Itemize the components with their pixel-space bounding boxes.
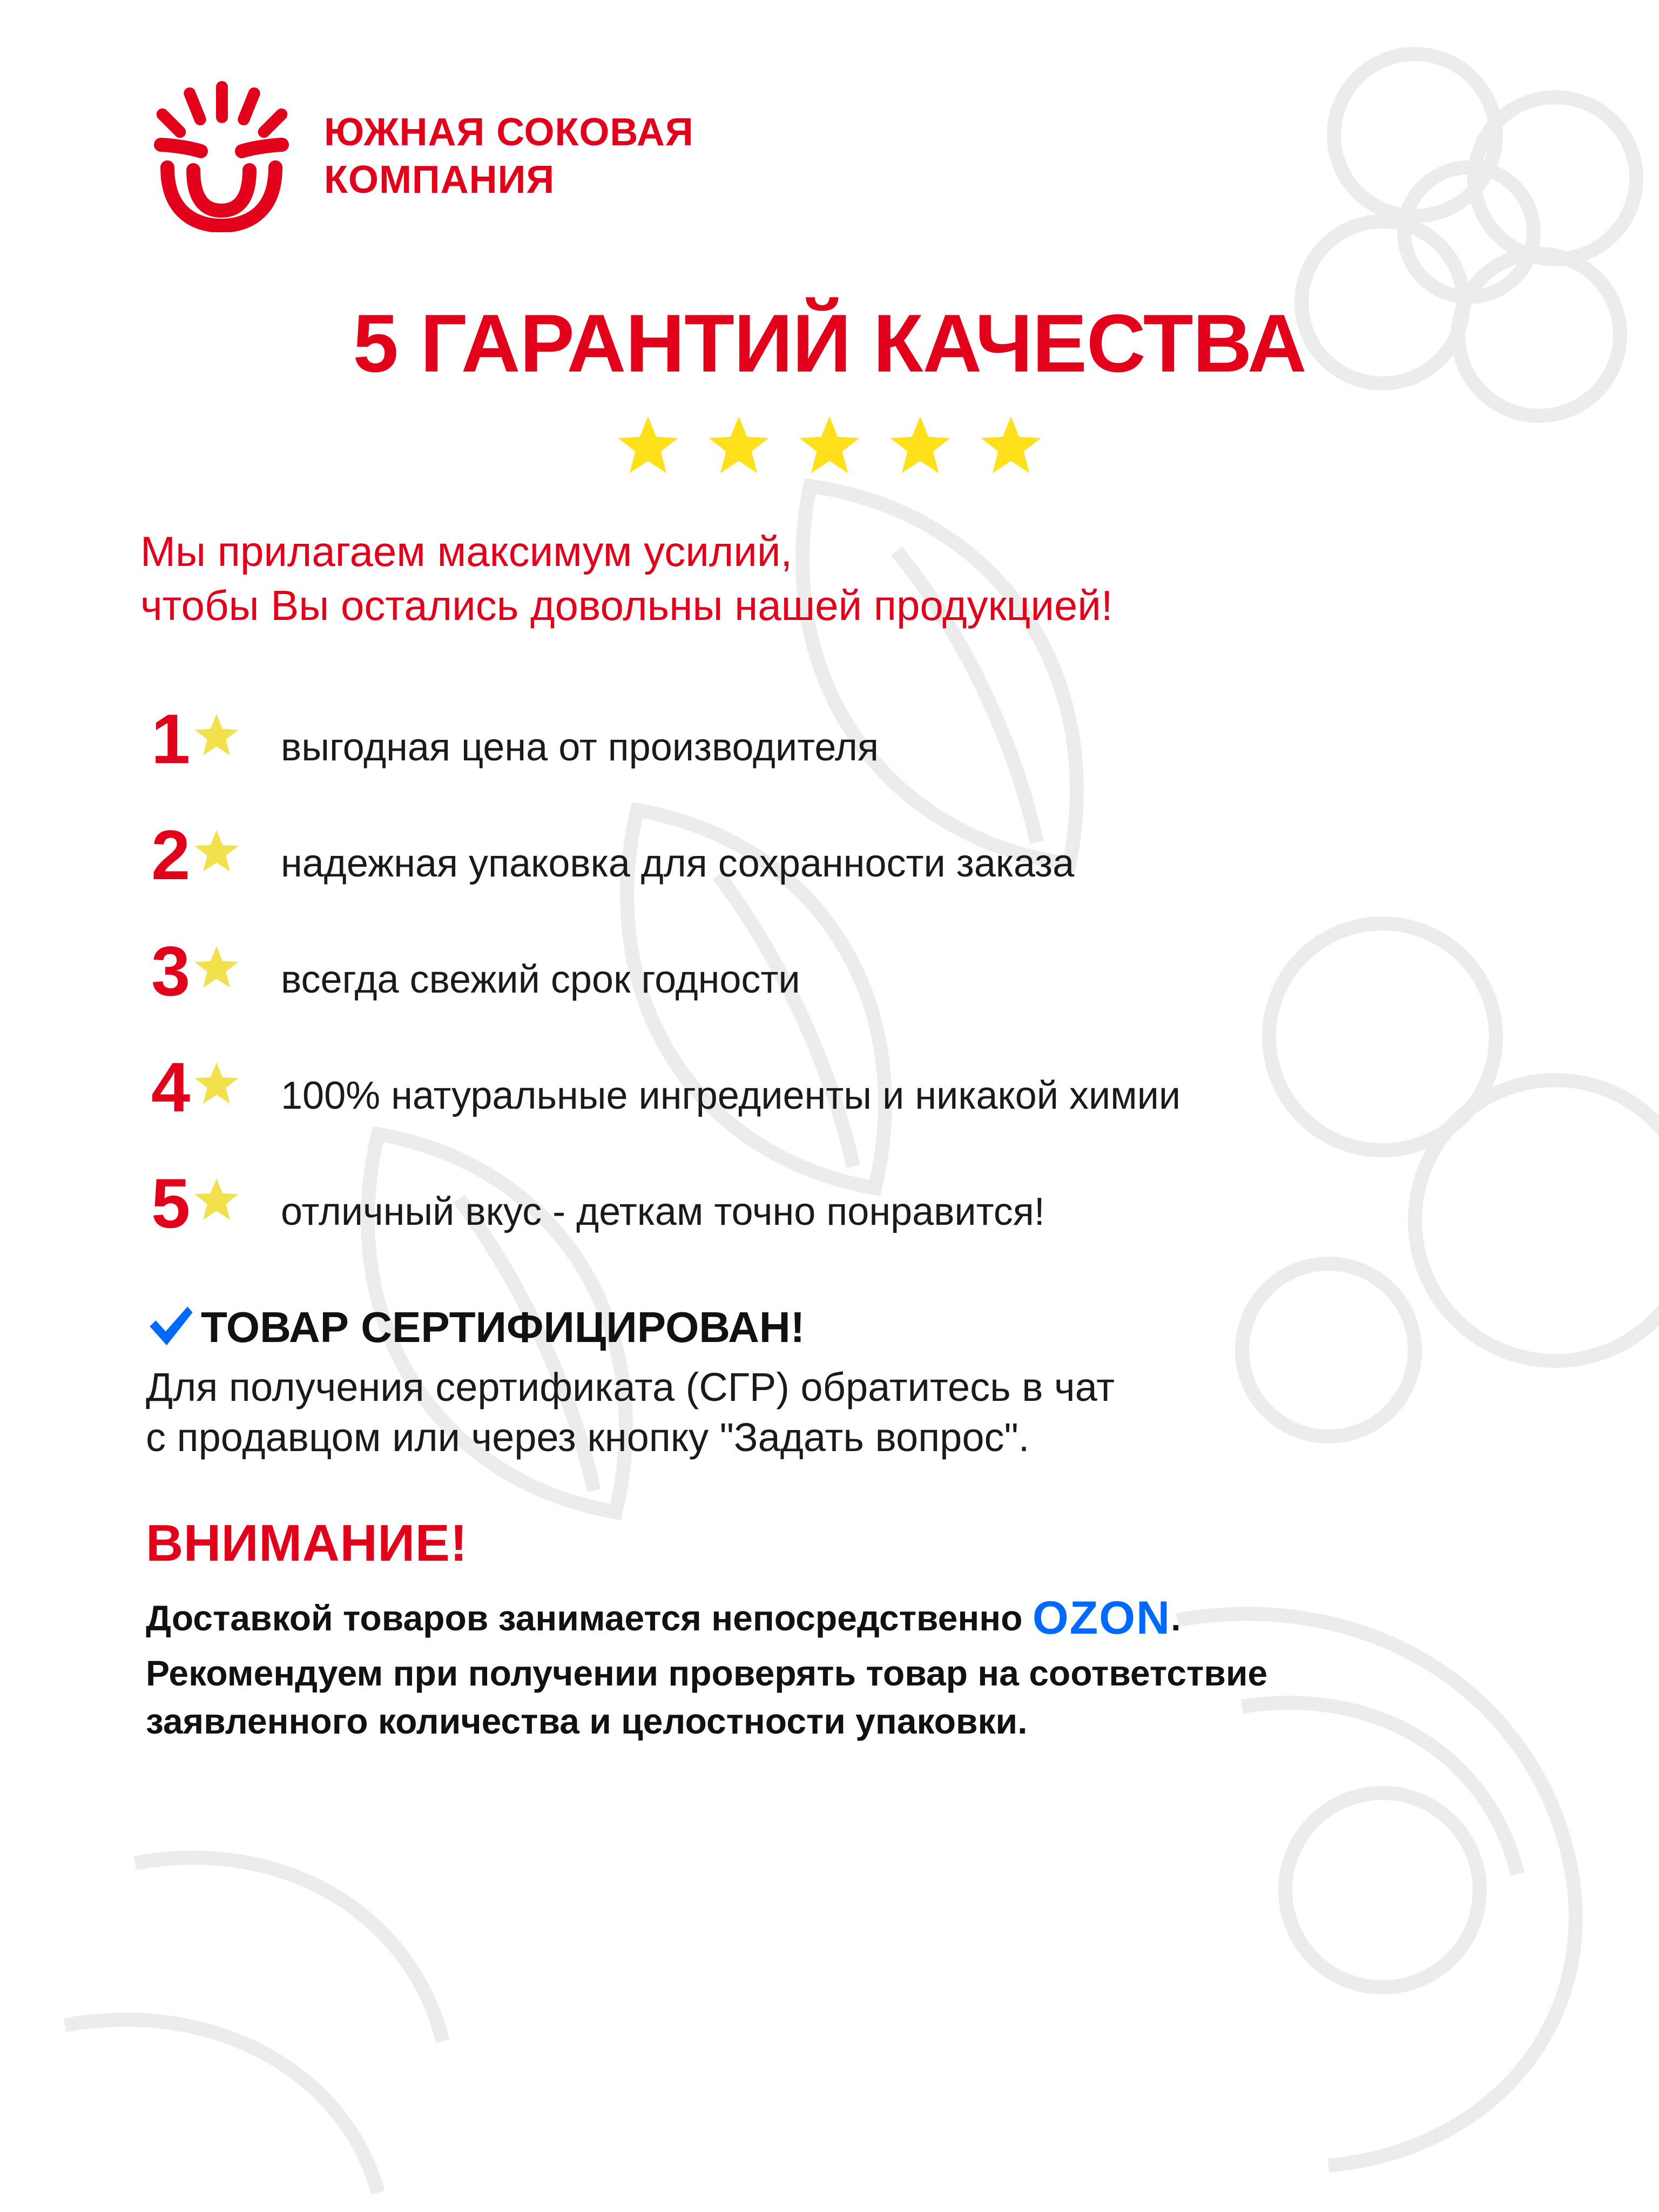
star-icon bbox=[193, 1176, 240, 1222]
guarantee-marker bbox=[151, 1048, 281, 1136]
star-icon bbox=[193, 943, 240, 990]
guarantee-number: 5 bbox=[151, 1164, 191, 1243]
list-item bbox=[151, 806, 1524, 922]
guarantee-marker bbox=[151, 699, 281, 788]
star-icon bbox=[979, 413, 1043, 476]
attention-line-1-before: Доставкой товаров занимается непосредственно bbox=[146, 1598, 1033, 1638]
certificate-title: ТОВАР СЕРТИФИЦИРОВАН! bbox=[201, 1303, 805, 1351]
intro-text bbox=[140, 525, 1524, 633]
star-icon bbox=[888, 413, 952, 476]
attention-line-2: Рекомендуем при получении проверять товар на соответствие bbox=[146, 1653, 1268, 1694]
list-item bbox=[151, 922, 1524, 1038]
brand-name bbox=[324, 109, 694, 204]
guarantee-text: 100% натуральные ингредиенты и никакой химии bbox=[281, 1074, 1181, 1117]
guarantee-marker bbox=[151, 1164, 281, 1252]
certificate-block bbox=[146, 1303, 1524, 1462]
list-item bbox=[151, 1154, 1524, 1270]
list-item bbox=[151, 1038, 1524, 1154]
guarantee-number: 4 bbox=[151, 1048, 191, 1127]
star-icon bbox=[798, 413, 861, 476]
star-icon bbox=[707, 413, 771, 476]
guarantee-number: 2 bbox=[151, 815, 191, 895]
guarantee-number: 3 bbox=[151, 932, 191, 1011]
attention-line-1-after: . bbox=[1171, 1598, 1181, 1638]
brand-name-line2: КОМПАНИЯ bbox=[324, 158, 555, 201]
star-icon bbox=[616, 413, 680, 476]
certificate-line-2: с продавцом или через кнопку "Задать вопрос". bbox=[146, 1414, 1030, 1460]
attention-line-3: заявленного количества и целостности упаковки. bbox=[146, 1701, 1028, 1741]
attention-block bbox=[146, 1514, 1524, 1745]
page-title: 5 ГАРАНТИЙ КАЧЕСТВА bbox=[353, 298, 1306, 389]
attention-title: ВНИМАНИЕ! bbox=[146, 1514, 468, 1573]
brand-logo bbox=[151, 81, 1524, 232]
star-icon bbox=[193, 711, 240, 758]
attention-text bbox=[146, 1587, 1524, 1745]
rating-stars bbox=[135, 413, 1524, 476]
star-icon bbox=[193, 827, 240, 874]
sunrise-logo-icon bbox=[151, 81, 292, 232]
guarantee-marker bbox=[151, 815, 281, 904]
guarantee-text: отличный вкус - деткам точно понравится! bbox=[281, 1190, 1045, 1233]
guarantee-text: выгодная цена от производителя bbox=[281, 725, 879, 769]
guarantee-text: всегда свежий срок годности bbox=[281, 957, 800, 1001]
guarantee-text: надежная упаковка для сохранности заказа bbox=[281, 841, 1075, 885]
brand-name-line1: ЮЖНАЯ СОКОВАЯ bbox=[324, 111, 694, 154]
star-icon bbox=[193, 1060, 240, 1106]
intro-line-2: чтобы Вы остались довольны нашей продукцией! bbox=[140, 581, 1113, 629]
intro-line-1: Мы прилагаем максимум усилий, bbox=[140, 528, 793, 575]
guarantee-marker bbox=[151, 932, 281, 1020]
list-item bbox=[151, 690, 1524, 806]
certificate-text bbox=[146, 1362, 1524, 1462]
guarantee-number: 1 bbox=[151, 699, 191, 779]
guarantee-list bbox=[151, 690, 1524, 1270]
certificate-heading bbox=[146, 1303, 1524, 1352]
certificate-line-1: Для получения сертификата (СГР) обратитесь в чат bbox=[146, 1364, 1115, 1410]
blue-check-icon bbox=[146, 1303, 195, 1352]
ozon-wordmark: OZON bbox=[1032, 1592, 1171, 1644]
attention-line-1 bbox=[146, 1587, 1524, 1649]
